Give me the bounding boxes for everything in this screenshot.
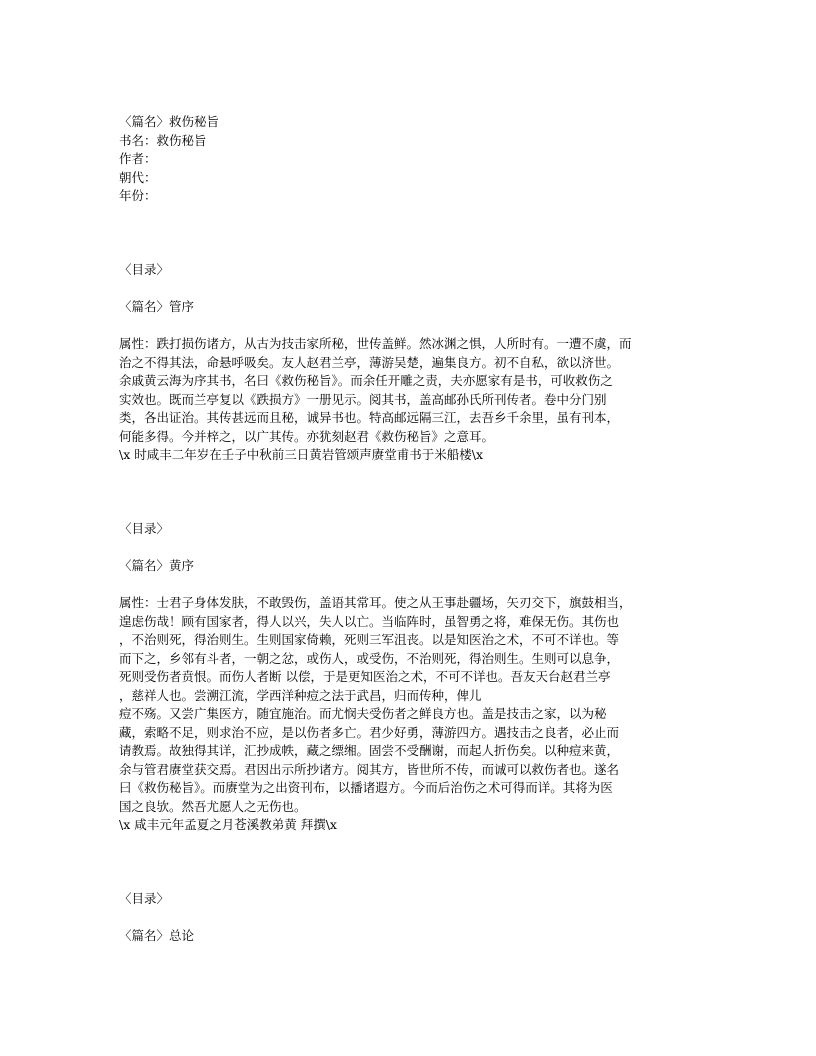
title-line: 〈篇名〉救伤秘旨 [119,114,220,129]
text-line: 属性：跌打损伤诸方，从古为技击家所秘，世传盖鲜。然冰渊之惧，人所时有。一遭不虞，而 [119,336,632,351]
year-field: 年份： [119,188,157,203]
text-line: 请教焉。故独得其详，汇抄成帙，藏之缥缃。固尝不受酬谢，而起人折伤矣。以种痘来黄， [119,743,620,758]
text-line: 类，各出证治。其传甚远而且秘，诚异书也。特高邮远隔三江，去吾乡千余里，虽有刊本， [119,410,620,425]
text-line: 国之良欤。然吾尤愿人之无伤也。 [119,798,307,814]
text-line: ，不治则死，得治则生。生则国家倚赖，死则三军沮丧。以是知医治之术，不可不详也。等 [119,632,620,647]
text-line: 曰《救伤秘旨》。而赓堂为之出资刊布，以播诸遐方。今而后治伤之术可得而详。其将为医 [119,780,613,795]
document-page [119,113,709,946]
text-line: 何能多得。今并梓之，以广其传。亦犹刻赵君《救伤秘旨》之意耳。 [119,428,495,444]
signature-line: \x 咸丰元年孟夏之月苍溪教弟黄 拜撰\x [119,817,337,832]
toc-heading: 〈目录〉 [119,521,170,536]
text-line: 死则受伤者贲恨。而伤人者断 以偿，于是更知医治之术，不可不详也。吾友天台赵君兰亭 [119,669,611,684]
text-line: ，慈祥人也。尝溯江流，学西洋种痘之法于武昌，归而传种，俾儿 [119,687,482,703]
text-line: 属性：士君子身体发肤，不敢毁伤，盖语其常耳。使之从王事赴疆场，矢刃交下，旗鼓相当， [119,595,632,610]
text-line: 实效也。既而兰亭复以《跌损方》一册见示。阅其书，盖高邮孙氏所刊传者。卷中分门别 [119,391,607,407]
signature-line: \x 时咸丰二年岁在壬子中秋前三日黄岩管颂声赓堂甫书于米船楼\x [119,447,483,462]
chapter-title: 〈篇名〉总论 [119,928,195,943]
toc-heading: 〈目录〉 [119,262,170,277]
text-line: 藏，索略不足，则求治不应，是以伤者多亡。君少好勇，薄游四方。遇技击之良者，必止而 [119,724,620,740]
text-line: 余与管君赓堂获交焉。君因出示所抄诸方。阅其方，皆世所不传，而诚可以救伤者也。遂名 [119,761,620,777]
text-line: 痘不殇。又尝广集医方，随宜施治。而尤悯夫受伤者之鲜良方也。盖是技击之家，以为秘 [119,706,607,721]
text-line: 而下之，乡邻有斗者，一朝之忿，或伤人，或受伤，不治则死，得治则生。生则可以息争， [119,650,620,666]
chapter-title: 〈篇名〉黄序 [119,558,195,573]
book-name: 书名：救伤秘旨 [119,132,207,148]
toc-heading: 〈目录〉 [119,891,170,906]
text-line: 治之不得其法，命悬呼吸矣。友人赵君兰亭，薄游吴楚，遍集良方。初不自私，欲以济世。 [119,354,620,370]
text-line: 余戚黄云海为序其书，名曰《救伤秘旨》。而余任开雕之责，夫亦愿家有是书，可收救伤之 [119,373,613,388]
chapter-title: 〈篇名〉管序 [119,299,195,314]
text-line: 遑虑伤哉！顾有国家者，得人以兴，失人以亡。当临阵时，虽智勇之将，难保无伤。其伤也 [119,613,620,629]
dynasty-field: 朝代： [119,169,157,185]
author-field: 作者： [119,151,157,166]
